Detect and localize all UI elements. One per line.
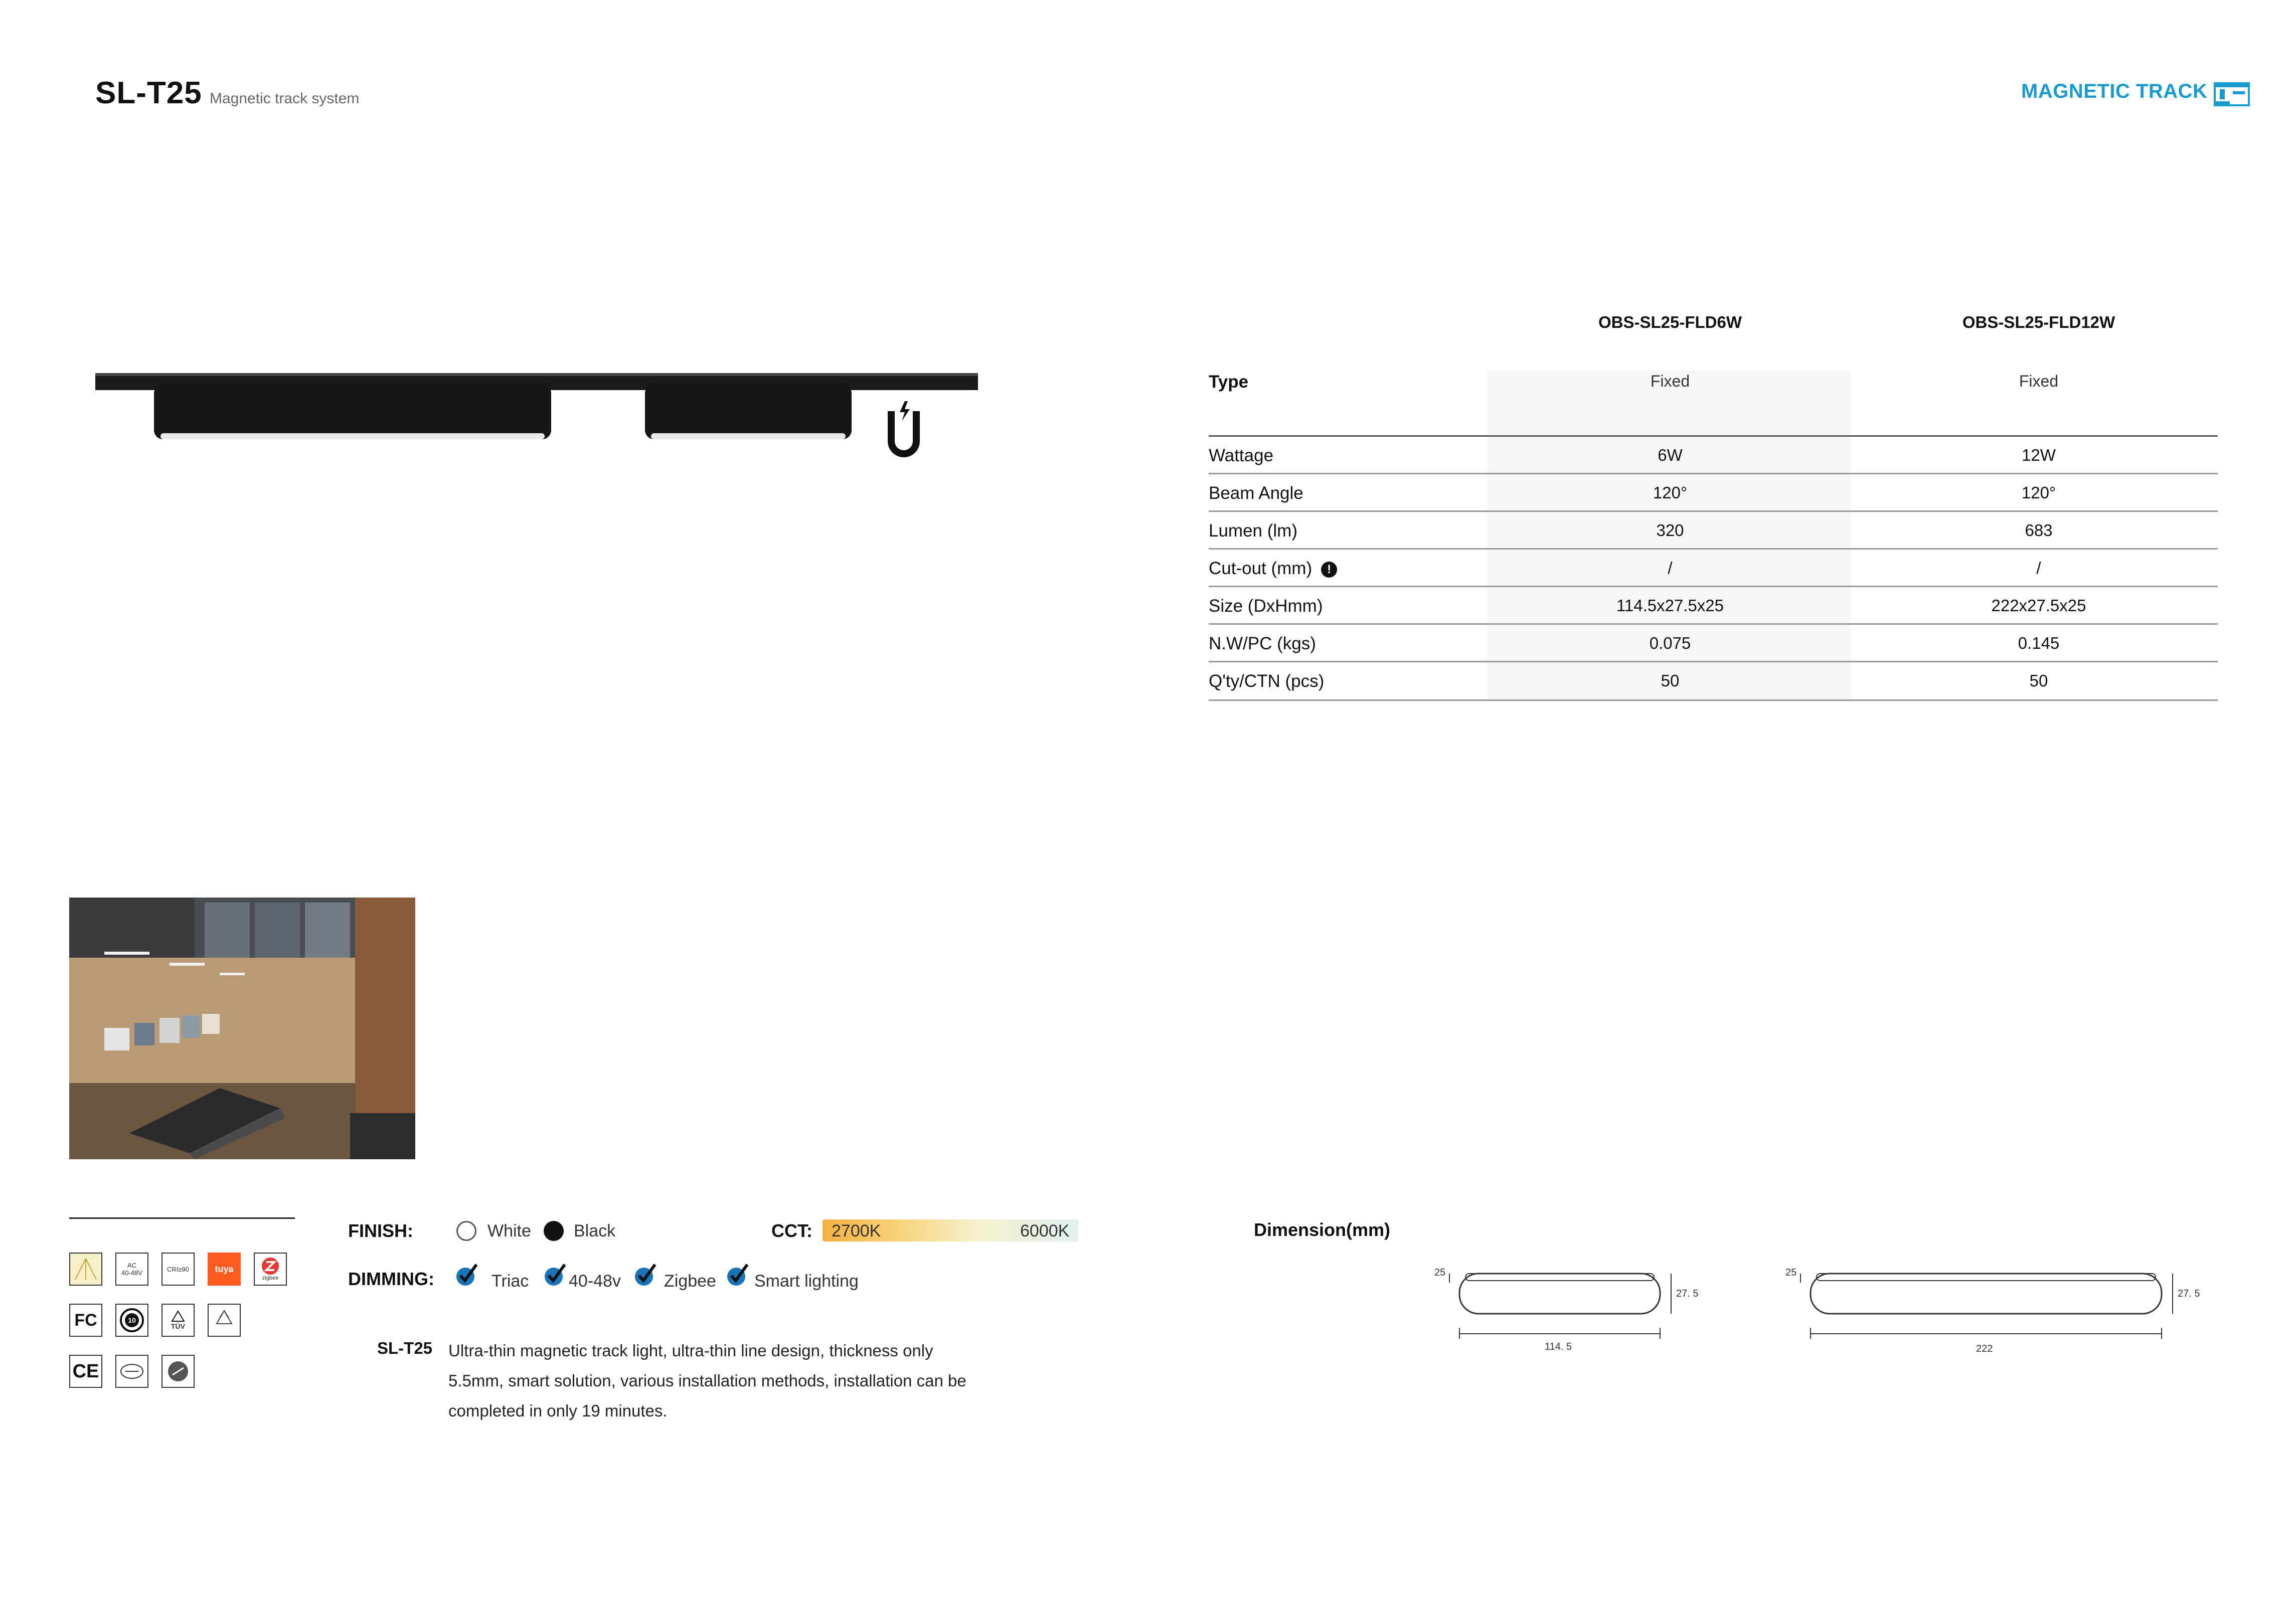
dimming-zigbee-label: Zigbee [664,1272,716,1291]
table-row: Q'ty/CTN (pcs) 50 50 [1209,661,2218,699]
dimming-zigbee-check-icon[interactable] [633,1262,659,1288]
type-label: Type [1209,372,1249,392]
dim-small-height: 27. 5 [1676,1288,1699,1299]
table-row: Lumen (lm) 320 683 [1209,510,2218,549]
finish-white-label: White [487,1221,531,1240]
cct-min: 2700K [832,1221,881,1240]
beam-angle-icon [69,1253,102,1286]
description-heading: SL-T25 [377,1339,433,1357]
warranty-icon: 10 [115,1304,148,1337]
cct-label: CCT: [771,1220,812,1241]
model-subtitle: Magnetic track system [210,90,360,107]
dimming-smart-check-icon[interactable] [725,1262,751,1288]
type-value-6w: Fixed [1650,372,1690,390]
ac-voltage-icon: AC 40-48V [115,1253,148,1286]
tuv-icon: TÜV [161,1304,195,1337]
dim-large-length: 222 [1976,1343,1993,1354]
dimmable-icon [161,1355,195,1388]
cert-divider [69,1217,295,1219]
fc-icon: FC [69,1304,102,1337]
finish-label: FINISH: [348,1220,413,1241]
table-row: N.W/PC (kgs) 0.075 0.145 [1209,623,2218,662]
table-row: Wattage 6W 12W [1209,435,2218,474]
dimension-drawing-small [1434,1264,1699,1354]
ce-icon: CE [69,1355,102,1388]
dimming-triac-label: Triac [491,1272,529,1291]
rohs-icon [115,1355,148,1388]
info-icon: ! [1321,562,1337,578]
table-row: Size (DxHmm) 114.5x27.5x25 222x27.5x25 [1209,586,2218,624]
col-header-6w: OBS-SL25-FLD6W [1598,313,1742,331]
finish-white-radio[interactable] [456,1221,476,1241]
dimming-label: DIMMING: [348,1269,434,1289]
cct-max: 6000K [1020,1221,1070,1240]
product-image [95,371,978,461]
spec-table [1209,306,2218,707]
dimming-triac-check-icon[interactable] [454,1262,480,1288]
dimension-title: Dimension(mm) [1254,1219,1391,1240]
description-text: Ultra-thin magnetic track light, ultra-thin line design, thickness only 5.5mm, smart solution, various installation methods, installation can be completed in only 19 minutes. [448,1341,966,1420]
dimming-voltage-check-icon[interactable] [543,1262,569,1288]
finish-black-radio[interactable] [544,1221,564,1241]
table-row: Cut-out (mm) ! / / [1209,548,2218,587]
dim-large-height: 27. 5 [2178,1288,2200,1299]
installation-photo [69,898,415,1159]
tuya-icon: tuya [208,1253,241,1286]
magnet-icon [888,401,920,457]
col-header-12w: OBS-SL25-FLD12W [1962,313,2115,331]
type-value-12w: Fixed [2019,372,2059,390]
dimension-drawing-large [1785,1264,2200,1359]
table-bottom-rule [1209,699,2218,701]
finish-black-label: Black [574,1221,616,1240]
track-icon [2213,80,2251,108]
dim-small-length: 114. 5 [1545,1341,1572,1352]
model-title: SL-T25 [95,76,202,110]
cri-icon: CRI≥90 [161,1253,195,1286]
table-row: Beam Angle 120° 120° [1209,473,2218,511]
category-title: MAGNETIC TRACK [2021,80,2208,102]
dim-large-depth: 25 [1785,1267,1797,1278]
dimming-smart-label: Smart lighting [754,1272,859,1291]
zigbee-icon: zigbee [254,1253,287,1286]
recycle-icon [208,1304,241,1337]
dimming-voltage-label: 40-48v [569,1272,621,1291]
dim-small-depth: 25 [1434,1267,1446,1278]
